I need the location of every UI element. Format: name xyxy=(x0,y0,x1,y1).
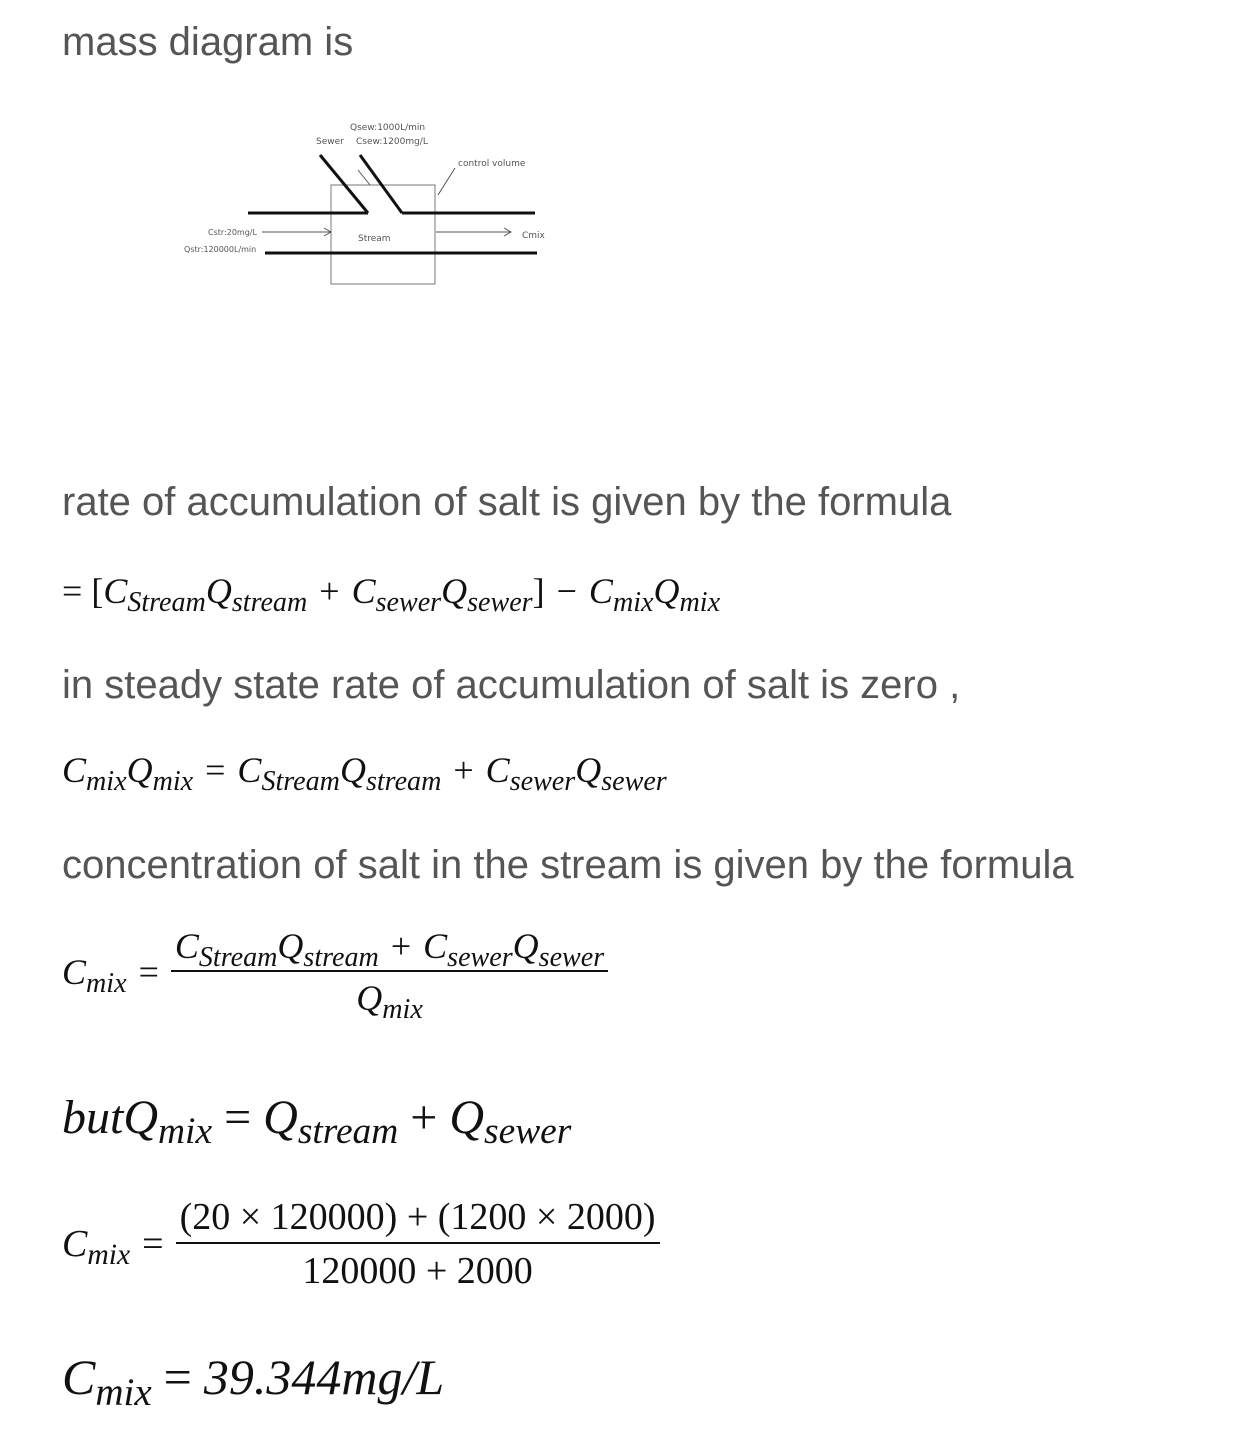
eq2-plus: + xyxy=(453,750,474,790)
eq5-numerator: (20 × 120000) + (1200 × 2000) xyxy=(176,1198,660,1244)
eq1-sub-mix-c: mix xyxy=(612,586,654,618)
eq2-sub-sewer-q: sewer xyxy=(601,765,667,797)
eq2-c-mix: C xyxy=(62,750,87,790)
eq3-sub-mix-c: mix xyxy=(86,967,127,999)
control-volume-label: control volume xyxy=(458,159,526,169)
text-line-steady-state: in steady state rate of accumulation of salt is zero , xyxy=(62,663,961,707)
equation-cmix-result xyxy=(62,1349,445,1414)
eq2-sub-mix-q: mix xyxy=(152,765,194,797)
eq1-minus: − xyxy=(556,571,577,611)
eq2-sub-mix-c: mix xyxy=(86,765,127,797)
equation-cmix-numeric xyxy=(62,1198,660,1290)
eq6-sub-mix: mix xyxy=(95,1370,152,1414)
eq1-rbracket: ] xyxy=(532,571,545,611)
equation-accumulation xyxy=(62,571,721,618)
eq5-sub-mix: mix xyxy=(87,1239,131,1272)
eq4-plus: + xyxy=(410,1091,438,1144)
control-volume-pointer xyxy=(438,168,455,195)
intro-heading: mass diagram is xyxy=(62,20,354,64)
eq1-sub-stream-q: stream xyxy=(231,586,308,618)
eq3-equals: = xyxy=(138,952,159,993)
eq4-sub-stream: stream xyxy=(297,1111,399,1153)
eq2-c-stream: C xyxy=(237,750,262,790)
eq3-fraction xyxy=(171,926,608,1025)
eq3-sub-sewer-c: sewer xyxy=(447,941,513,973)
eq1-sub-sewer-q: sewer xyxy=(467,586,533,618)
q-stream-label: Qstr:120000L/min xyxy=(184,245,257,254)
eq3-plus: + xyxy=(390,926,412,966)
eq5-denominator: 120000 + 2000 xyxy=(302,1250,533,1292)
eq2-c-sewer: C xyxy=(485,750,510,790)
c-stream-label: Cstr:20mg/L xyxy=(208,228,257,237)
equation-steady-state xyxy=(62,750,667,797)
c-mix-label: Cmix xyxy=(522,231,545,241)
text-line-accumulation: rate of accumulation of salt is given by the formula xyxy=(62,480,952,524)
eq6-equals: = xyxy=(163,1349,192,1405)
sewer-label: Sewer xyxy=(316,137,344,147)
c-sewer-label: Csew:1200mg/L xyxy=(356,137,428,147)
eq4-q-stream: Q xyxy=(263,1091,298,1144)
equation-cmix-formula xyxy=(62,926,608,1025)
eq4-q-mix: Q xyxy=(123,1091,159,1144)
eq3-q-stream: Q xyxy=(277,926,304,966)
eq4-equals: = xyxy=(224,1091,252,1144)
eq5-c-mix: C xyxy=(62,1223,88,1265)
eq2-sub-sewer-c: sewer xyxy=(509,765,576,797)
eq1-q-sewer: Q xyxy=(441,571,468,611)
equation-qmix xyxy=(62,1091,572,1153)
text-line-concentration: concentration of salt in the stream is given by the formula xyxy=(62,843,1074,887)
eq2-q-sewer: Q xyxy=(575,750,602,790)
eq3-q-mix: Q xyxy=(356,978,383,1019)
eq1-sub-sewer-c: sewer xyxy=(375,586,442,618)
mass-balance-diagram xyxy=(180,110,560,290)
eq1-equals: = xyxy=(62,571,83,611)
eq1-sub-stream-c: Stream xyxy=(127,586,206,618)
eq6-c-mix: C xyxy=(62,1349,96,1405)
eq5-equals: = xyxy=(142,1223,164,1265)
eq2-equals: = xyxy=(205,750,226,790)
stream-label: Stream xyxy=(358,234,391,244)
eq1-plus: + xyxy=(319,571,340,611)
eq2-sub-stream-q: stream xyxy=(365,765,442,797)
eq4-sub-mix: mix xyxy=(158,1111,213,1153)
eq1-q-mix: Q xyxy=(653,571,680,611)
sewer-arrow xyxy=(358,170,370,185)
eq3-sub-stream-q: stream xyxy=(303,941,379,973)
eq4-q-sewer: Q xyxy=(449,1091,485,1144)
eq2-q-mix: Q xyxy=(126,750,153,790)
eq1-lbracket: [ xyxy=(91,571,104,611)
eq1-q-stream: Q xyxy=(205,571,232,611)
eq3-q-sewer: Q xyxy=(512,926,539,966)
eq3-sub-sewer-q: sewer xyxy=(538,941,605,973)
eq6-result: 39.344mg/L xyxy=(203,1349,445,1405)
eq1-c-mix: C xyxy=(588,571,613,611)
eq3-sub-mix-q: mix xyxy=(382,993,423,1025)
eq3-c-stream: C xyxy=(174,926,199,966)
eq3-numerator xyxy=(171,928,608,972)
eq1-c-sewer: C xyxy=(351,571,376,611)
sewer-pipe-left xyxy=(320,155,368,213)
eq3-c-mix: C xyxy=(62,952,87,993)
eq2-q-stream: Q xyxy=(339,750,366,790)
q-sewer-label: Qsew:1000L/min xyxy=(350,123,426,133)
eq1-c-stream: C xyxy=(103,571,128,611)
sewer-pipe-right xyxy=(360,155,402,213)
eq3-sub-stream-c: Stream xyxy=(198,941,278,973)
eq4-sub-sewer: sewer xyxy=(484,1111,572,1153)
eq3-denominator xyxy=(171,972,608,1025)
eq3-c-sewer: C xyxy=(423,926,448,966)
eq1-sub-mix-q: mix xyxy=(679,586,721,618)
eq2-sub-stream-c: Stream xyxy=(261,765,340,797)
eq4-prefix: but xyxy=(62,1091,124,1144)
eq5-fraction xyxy=(176,1198,660,1290)
